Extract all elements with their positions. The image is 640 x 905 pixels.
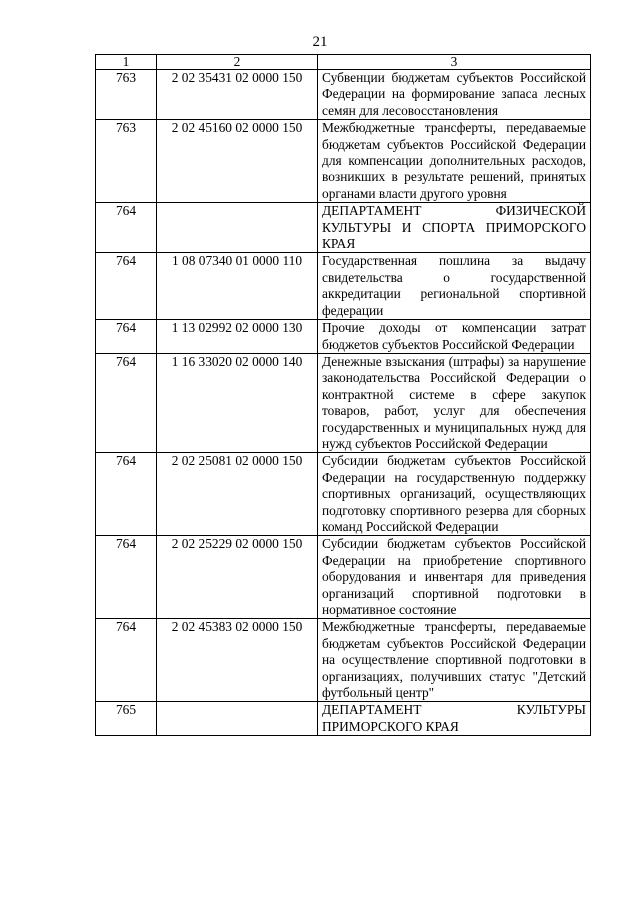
revenue-name-cell: Субсидии бюджетам субъектов Российской Федерации на приобретение спортивного оборудования и инвентаря для приведения организаций спортивной подготовки в нормативное состояние	[318, 536, 591, 619]
table-row	[96, 536, 591, 619]
admin-code-cell: 764	[96, 353, 157, 452]
revenue-name-cell: Государственная пошлина за выдачу свидетельства о государственной аккредитации региональной спортивной федерации	[318, 253, 591, 320]
column-header-3: 3	[318, 55, 591, 70]
admin-code-cell: 764	[96, 203, 157, 253]
admin-code-cell: 763	[96, 120, 157, 203]
admin-code-cell: 764	[96, 619, 157, 702]
revenue-code-cell: 2 02 25229 02 0000 150	[157, 536, 318, 619]
revenue-name-cell: Межбюджетные трансферты, передаваемые бюджетам субъектов Российской Федерации на осуществление спортивной подготовки в организациях, получивших статус "Детский футбольный центр"	[318, 619, 591, 702]
table-row	[96, 203, 591, 253]
revenue-name-cell: Прочие доходы от компенсации затрат бюджетов субъектов Российской Федерации	[318, 320, 591, 354]
table-row	[96, 120, 591, 203]
column-header-2: 2	[157, 55, 318, 70]
table-row	[96, 253, 591, 320]
revenue-code-cell: 2 02 35431 02 0000 150	[157, 70, 318, 120]
department-name-cell: ДЕПАРТАМЕНТ КУЛЬТУРЫ ПРИМОРСКОГО КРАЯ	[318, 702, 591, 736]
revenue-name-cell: Межбюджетные трансферты, передаваемые бюджетам субъектов Российской Федерации для компенсации дополнительных расходов, возникших в результате решений, принятых органами власти другого уровня	[318, 120, 591, 203]
table-row	[96, 70, 591, 120]
revenue-name-cell: Денежные взыскания (штрафы) за нарушение законодательства Российской Федерации о контрактной системе в сфере закупок товаров, работ, услуг для обеспечения государственных и муниципальных нужд для нужд субъектов Российской Федерации	[318, 353, 591, 452]
admin-code-cell: 763	[96, 70, 157, 120]
table-row	[96, 619, 591, 702]
revenue-code-cell: 2 02 45383 02 0000 150	[157, 619, 318, 702]
admin-code-cell: 764	[96, 320, 157, 354]
page-number: 21	[312, 34, 328, 50]
column-header-1: 1	[96, 55, 157, 70]
revenue-code-cell	[157, 702, 318, 736]
table-row	[96, 320, 591, 354]
revenue-name-cell: Субвенции бюджетам субъектов Российской Федерации на формирование запаса лесных семян для лесовосстановления	[318, 70, 591, 120]
revenue-table	[95, 54, 591, 736]
revenue-code-cell: 1 08 07340 01 0000 110	[157, 253, 318, 320]
admin-code-cell: 764	[96, 536, 157, 619]
revenue-name-cell: Субсидии бюджетам субъектов Российской Федерации на государственную поддержку спортивных организаций, осуществляющих подготовку спортивного резерва для сборных команд Российской Федерации	[318, 453, 591, 536]
table-row	[96, 453, 591, 536]
revenue-code-cell: 2 02 25081 02 0000 150	[157, 453, 318, 536]
admin-code-cell: 764	[96, 253, 157, 320]
admin-code-cell: 765	[96, 702, 157, 736]
department-name-cell: ДЕПАРТАМЕНТ ФИЗИЧЕСКОЙ КУЛЬТУРЫ И СПОРТА ПРИМОРСКОГО КРАЯ	[318, 203, 591, 253]
revenue-code-cell: 2 02 45160 02 0000 150	[157, 120, 318, 203]
table-header-row	[96, 55, 591, 70]
admin-code-cell: 764	[96, 453, 157, 536]
revenue-code-cell	[157, 203, 318, 253]
revenue-code-cell: 1 16 33020 02 0000 140	[157, 353, 318, 452]
table-row	[96, 353, 591, 452]
revenue-code-cell: 1 13 02992 02 0000 130	[157, 320, 318, 354]
table-row	[96, 702, 591, 736]
